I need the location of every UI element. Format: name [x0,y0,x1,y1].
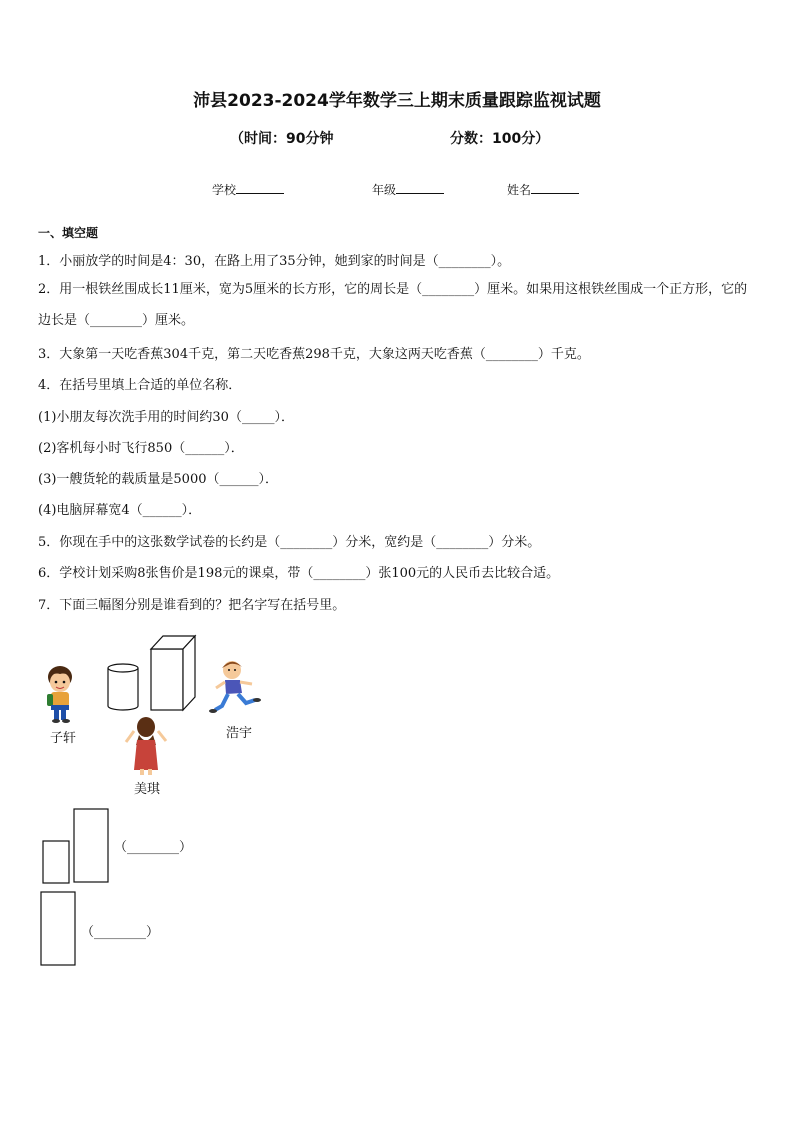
girl-meiqi-figure [126,717,166,775]
cylinder-object [108,664,138,710]
grade-label: 年级 [372,183,397,197]
view-drawing-1 [43,809,108,883]
school-label: 学校 [212,183,237,197]
exam-score: 分数：100分） [450,131,550,147]
question-1: 1．小丽放学的时间是4：30，在路上用了35分钟，她到家的时间是（________）。 [38,254,511,269]
question-4-4: (4)电脑屏幕宽4（______）． [38,503,202,518]
boy-zixuan-figure [47,666,72,723]
question-4-2: (2)客机每小时飞行850（______）． [38,441,244,456]
exam-time: （时间：90分钟 [230,131,334,147]
answer-blank-2[interactable]: （________） [81,925,160,940]
page-title: 沛县2023-2024学年数学三上期末质量跟踪监视试题 [193,91,601,111]
question-4: 4．在括号里填上合适的单位名称． [38,378,242,393]
cuboid-object [151,636,195,710]
question-3: 3．大象第一天吃香蕉304千克，第二天吃香蕉298千克，大象这两天吃香蕉（________）千克。 [38,347,590,362]
question-5: 5．你现在手中的这张数学试卷的长约是（________）分米，宽约是（________）分米。 [38,535,541,550]
question-7: 7．下面三幅图分别是谁看到的？把名字写在括号里。 [38,598,346,613]
question-4-3: (3)一艘货轮的载质量是5000（______）． [38,472,278,487]
question-4-1: (1)小朋友每次洗手用的时间约30（_____）． [38,410,294,425]
section-title: 一、填空题 [38,226,99,240]
boy-haoyu-figure [209,661,261,713]
question-6: 6．学校计划采购8张售价是198元的课桌，带（________）张100元的人民币去比较合适。 [38,566,560,581]
answer-blank-1[interactable]: （________） [114,840,193,855]
name-meiqi: 美琪 [134,782,161,797]
name-label: 姓名 [507,183,532,197]
name-haoyu: 浩宇 [226,726,253,741]
view-drawing-2 [41,892,75,965]
question-2: 2．用一根铁丝围成长11厘米，宽为5厘米的长方形，它的周长是（________）厘米。如果用这根铁丝围成一个正方形，它的边长是（________）厘米。 [38,282,748,328]
name-zixuan: 子轩 [50,731,77,746]
